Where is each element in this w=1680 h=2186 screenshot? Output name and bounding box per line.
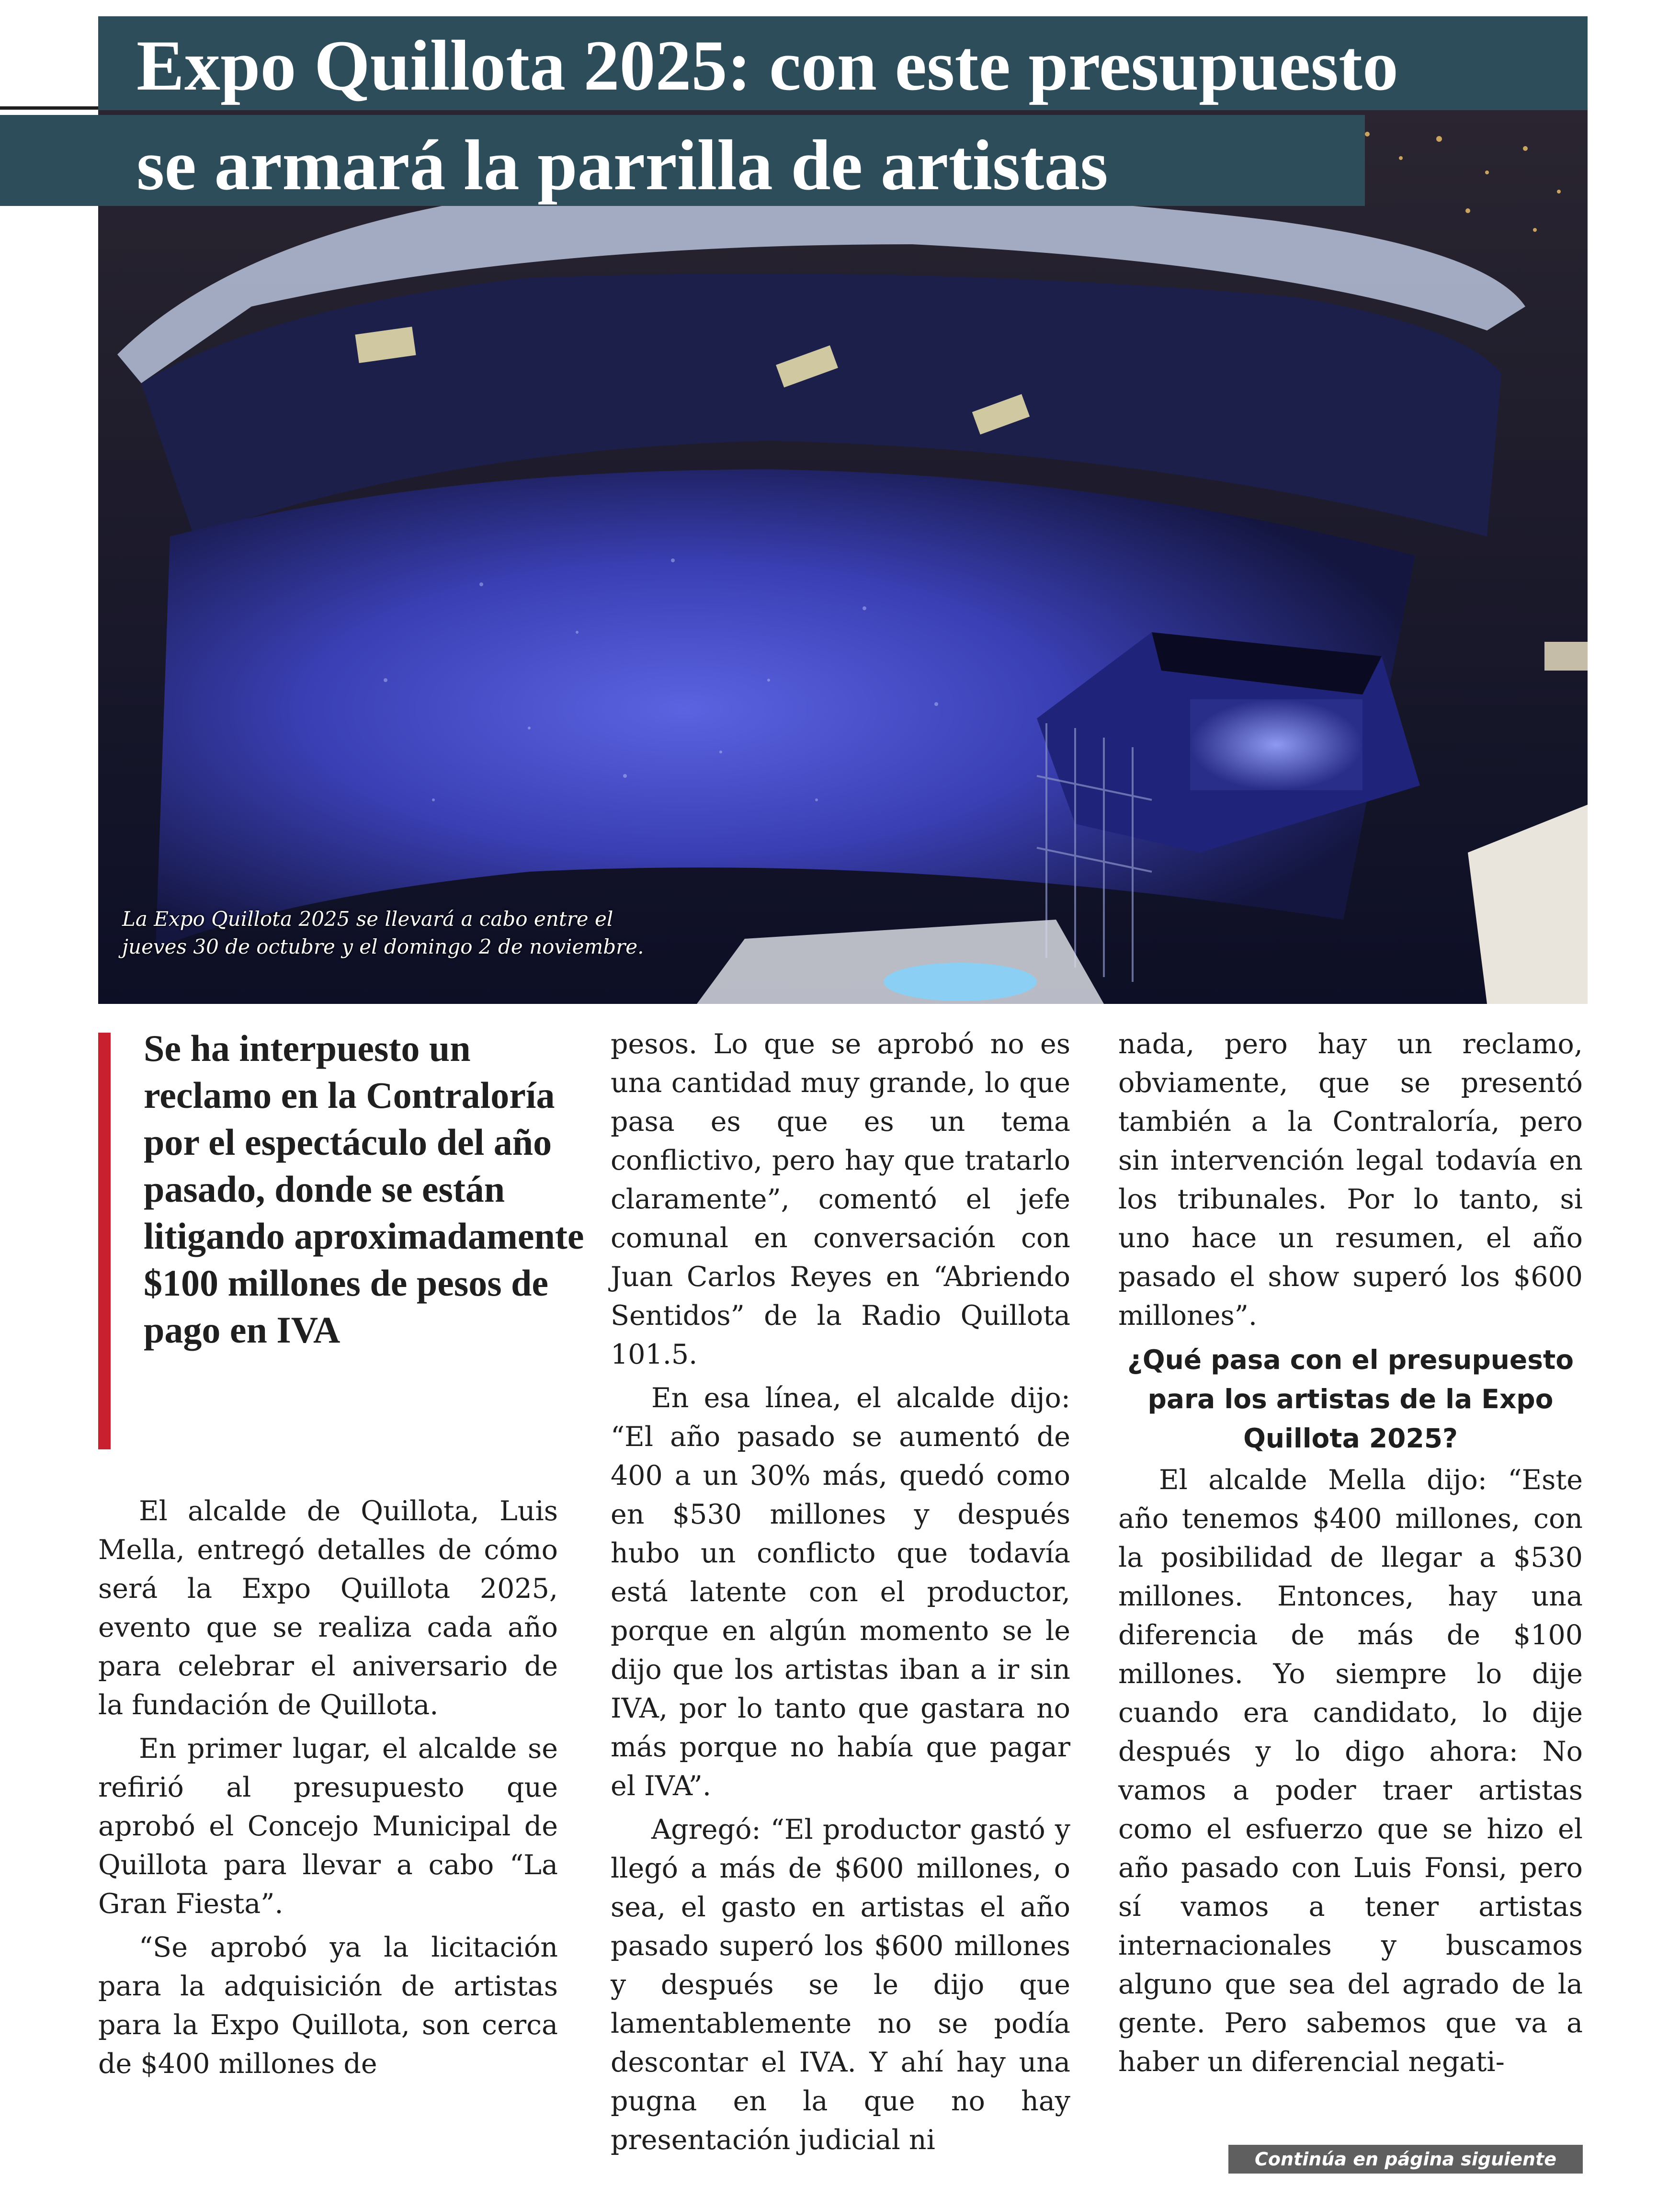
paragraph: El alcalde de Quillota, Luis Mella, entregó detalles de cómo será la Expo Quillota 2025, evento que se realiza cada año para celebrar el aniversario de la fundación de Quillota.	[98, 1495, 558, 1721]
paragraph: El alcalde Mella dijo: “Este año tenemos $400 millones, con la posibilidad de llegar a $530 millones. Entonces, hay una diferencia de más de $100 millones. Yo siempre lo dije cuando era candidato, lo dije después y lo digo ahora: No vamos a poder traer artistas como el esfuerzo que se hizo el año pasado con Luis Fonsi, pero sí vamos a tener artistas internacionales y buscamos alguno que sea del agrado de la gente. Pero sabemos que va a haber un diferencial negati-	[1118, 1464, 1583, 2078]
paragraph: “Se aprobó ya la licitación para la adquisición de artistas para la Expo Quillota, son cerca de $400 millones de	[98, 1932, 558, 2080]
caption-line-2: jueves 30 de octubre y el domingo 2 de noviembre.	[122, 935, 644, 958]
stadium-photo	[98, 105, 1588, 1004]
headline-line-1: Expo Quillota 2025: con este presupuesto	[136, 26, 1398, 105]
article-column-2	[611, 1025, 1070, 2164]
photo-caption	[122, 905, 673, 961]
continue-next-page-label: Continúa en página siguiente	[1228, 2145, 1583, 2174]
paragraph: nada, pero hay un reclamo, obviamente, que se presentó también a la Contraloría, pero sin intervención legal todavía en los tribunales. Por lo tanto, si uno hace un resumen, el año pasado el show superó los $600 millones”.	[1118, 1028, 1583, 1332]
headline-line-2: se armará la parrilla de artistas	[136, 125, 1108, 205]
paragraph: pesos. Lo que se aprobó no es una cantidad muy grande, lo que pasa es que es un tema conflictivo, pero hay que tratarlo claramente”, comentó el jefe comunal en conversación con Juan Carlos Reyes en “Abriendo Sentidos” de la Radio Quillota 101.5.	[611, 1028, 1070, 1370]
stadium-aerial-image	[98, 105, 1588, 1004]
headline-rule	[0, 106, 98, 110]
caption-line-1: La Expo Quillota 2025 se llevará a cabo entre el	[122, 907, 613, 931]
article-column-3	[1118, 1025, 1583, 2086]
paragraph: En primer lugar, el alcalde se refirió al presupuesto que aprobó el Concejo Municipal de Quillota para llevar a cabo “La Gran Fiesta”.	[98, 1733, 558, 1920]
paragraph: En esa línea, el alcalde dijo: “El año pasado se aumentó de 400 a un 30% más, quedó como en $530 millones y después hubo un conflicto que todavía está latente con el productor, porque en algún momento se le dijo que los artistas iban a ir sin IVA, por lo tanto que gastara no más porque no había que pagar el IVA”.	[611, 1382, 1070, 1802]
section-subhead: ¿Qué pasa con el presupuesto para los artistas de la Expo Quillota 2025?	[1127, 1344, 1574, 1454]
pull-quote-bar	[98, 1033, 111, 1449]
pull-quote: Se ha interpuesto un reclamo en la Contraloría por el espectáculo del año pasado, donde se están litigando aproximadamente $100 millones de pesos de pago en IVA	[144, 1027, 584, 1351]
article-column-1	[98, 1492, 558, 2088]
paragraph: Agregó: “El productor gastó y llegó a más de $600 millones, o sea, el gasto en artistas el año pasado superó los $600 millones y después se le dijo que lamentablemente no se podía descontar el IVA. Y ahí hay una pugna en la que no hay presentación judicial ni	[611, 1814, 1070, 2156]
